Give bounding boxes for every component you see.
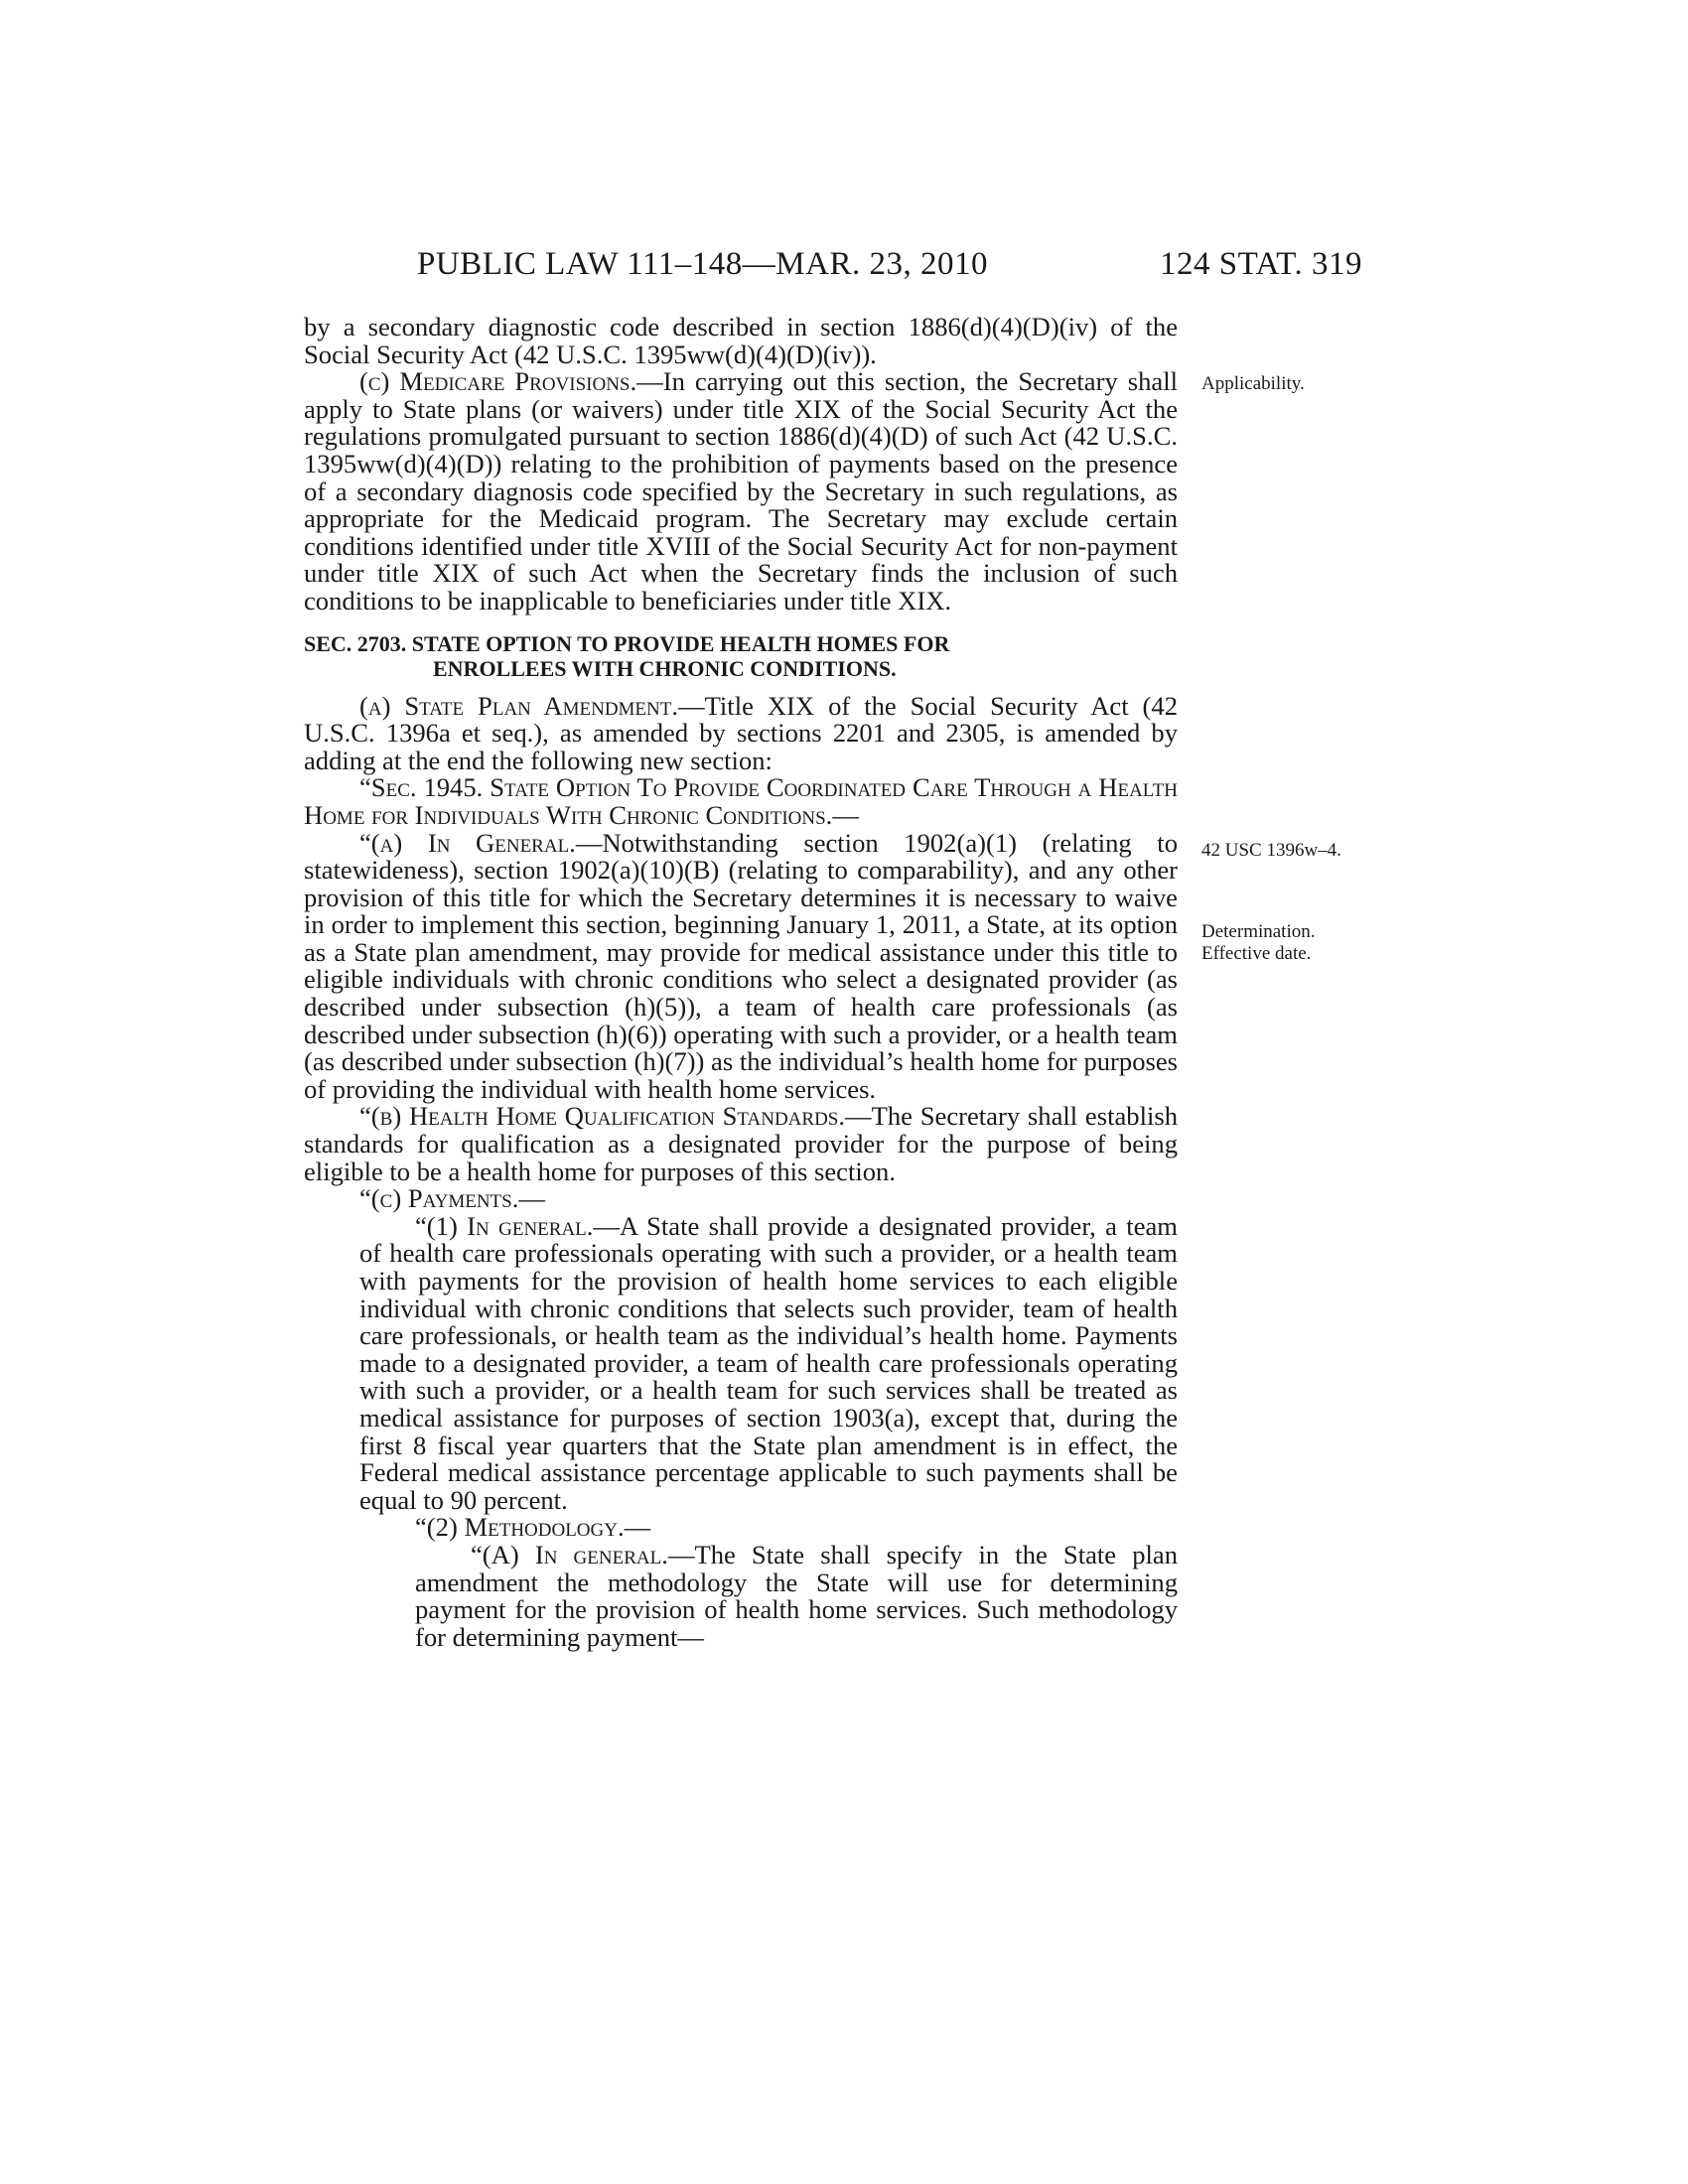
paragraph-heading: “(1) In general.: [415, 1210, 594, 1241]
paragraph-heading: “(a) In General.: [359, 827, 576, 858]
document-body: [304, 314, 1178, 1651]
section-heading-line2: ENROLLEES WITH CHRONIC CONDITIONS.: [433, 655, 897, 681]
paragraph-in-general: [304, 827, 1178, 1104]
paragraph-sec-1945: [304, 774, 1178, 829]
paragraph-text: —The Secretary shall establish standards for qualification as a designated provider for the purpose of being eligible to be a health home for purposes of this section.: [304, 1101, 1178, 1186]
paragraph-qualification-standards: [304, 1103, 1178, 1185]
paragraph-state-plan-amendment: [304, 690, 1178, 775]
paragraph-text: —: [518, 1183, 545, 1214]
paragraph-text: —The State shall specify in the State plan amendment the methodology the State will use for determining payment for the provision of health home services. Such methodology for determining payment—: [415, 1539, 1178, 1652]
paragraph-methodology: [359, 1514, 1178, 1542]
paragraph-continuation: [304, 314, 1178, 368]
paragraph-text: —Notwithstanding section 1902(a)(1) (relating to statewideness), section 1902(a)(10)(B) (relating to comparability), and any other provision of this title for which the Secretary determines it is necessary to waive in order to implement this section, beginning January 1, 2011, a State, at its option as a State plan amendment, may provide for medical assistance under this title to eligible individuals with chronic conditions who select a designated provider (as described under subsection (h)(5)), a team of health care professionals (as described under subsection (h)(6)) operating with such a provider, or a health team (as described under subsection (h)(7)) as the individual’s health home for purposes of providing the individual with health home services.: [304, 827, 1178, 1104]
paragraph-heading: (c) Medicare Provisions.: [359, 366, 637, 397]
paragraph-heading: “(A) In general.: [471, 1539, 668, 1570]
paragraph-payments-in-general: [359, 1210, 1178, 1515]
paragraph-heading: “(b) Health Home Qualification Standards.: [359, 1101, 845, 1132]
statute-page-number: 124 STAT. 319: [1159, 246, 1362, 282]
running-title: PUBLIC LAW 111–148—MAR. 23, 2010: [417, 246, 988, 282]
paragraph-text: —Title XIX of the Social Security Act (42 U.S.C. 1396a et seq.), as amended by sections 2201 and 2305, is amended by adding at the end the following new section:: [304, 690, 1178, 775]
paragraph-medicare-provisions: [304, 368, 1178, 614]
paragraph-text: —: [624, 1512, 651, 1543]
margin-note-usc: 42 USC 1396w–4.: [1201, 840, 1341, 861]
margin-note-determination: Determination.: [1201, 921, 1316, 942]
paragraph-text: —A State shall provide a designated provider, a team of health care professionals operating with such a provider, or a health team with payments for the provision of health home services to each eligible individual with chronic conditions that selects such provider, team of health care professionals, or health team as the individual’s health home. Payments made to a designated provider, a team of health care professionals operating with such a provider, or a health team for such services shall be treated as medical assistance for purposes of section 1903(a), except that, during the first 8 fiscal year quarters that the State plan amendment is in effect, the Federal medical assistance percentage applicable to such payments shall be equal to 90 percent.: [359, 1210, 1178, 1515]
paragraph-methodology-in-general: [415, 1539, 1178, 1652]
paragraph-text: by a secondary diagnostic code described in section 1886(d)(4)(D)(iv) of the Social Security Act (42 U.S.C. 1395ww(d)(4)(D)(iv)).: [304, 312, 1178, 369]
paragraph-payments: [304, 1185, 1178, 1213]
margin-note-effective-date: Effective date.: [1201, 943, 1312, 964]
paragraph-heading: “(2) Methodology.: [415, 1512, 625, 1543]
paragraph-text: —: [832, 799, 859, 830]
paragraph-heading: “Sec. 1945. State Option To Provide Coordinated Care Through a Health Home for Individuals With Chronic Conditions.: [304, 772, 1178, 830]
page-header: [0, 246, 1688, 286]
margin-note-applicability: Applicability.: [1201, 373, 1305, 394]
section-heading-line1: SEC. 2703. STATE OPTION TO PROVIDE HEALTH HOMES FOR: [304, 630, 950, 656]
section-heading: [304, 631, 1178, 681]
paragraph-heading: “(c) Payments.: [359, 1183, 519, 1214]
paragraph-heading: (a) State Plan Amendment.: [359, 690, 679, 721]
paragraph-text: —In carrying out this section, the Secretary shall apply to State plans (or waivers) under title XIX of the Social Security Act the regulations promulgated pursuant to section 1886(d)(4)(D) of such Act (42 U.S.C. 1395ww(d)(4)(D)) relating to the prohibition of payments based on the presence of a secondary diagnosis code specified by the Secretary in such regulations, as appropriate for the Medicaid program. The Secretary may exclude certain conditions identified under title XVIII of the Social Security Act for non-payment under title XIX of such Act when the Secretary finds the inclusion of such conditions to be inapplicable to beneficiaries under title XIX.: [304, 366, 1178, 615]
